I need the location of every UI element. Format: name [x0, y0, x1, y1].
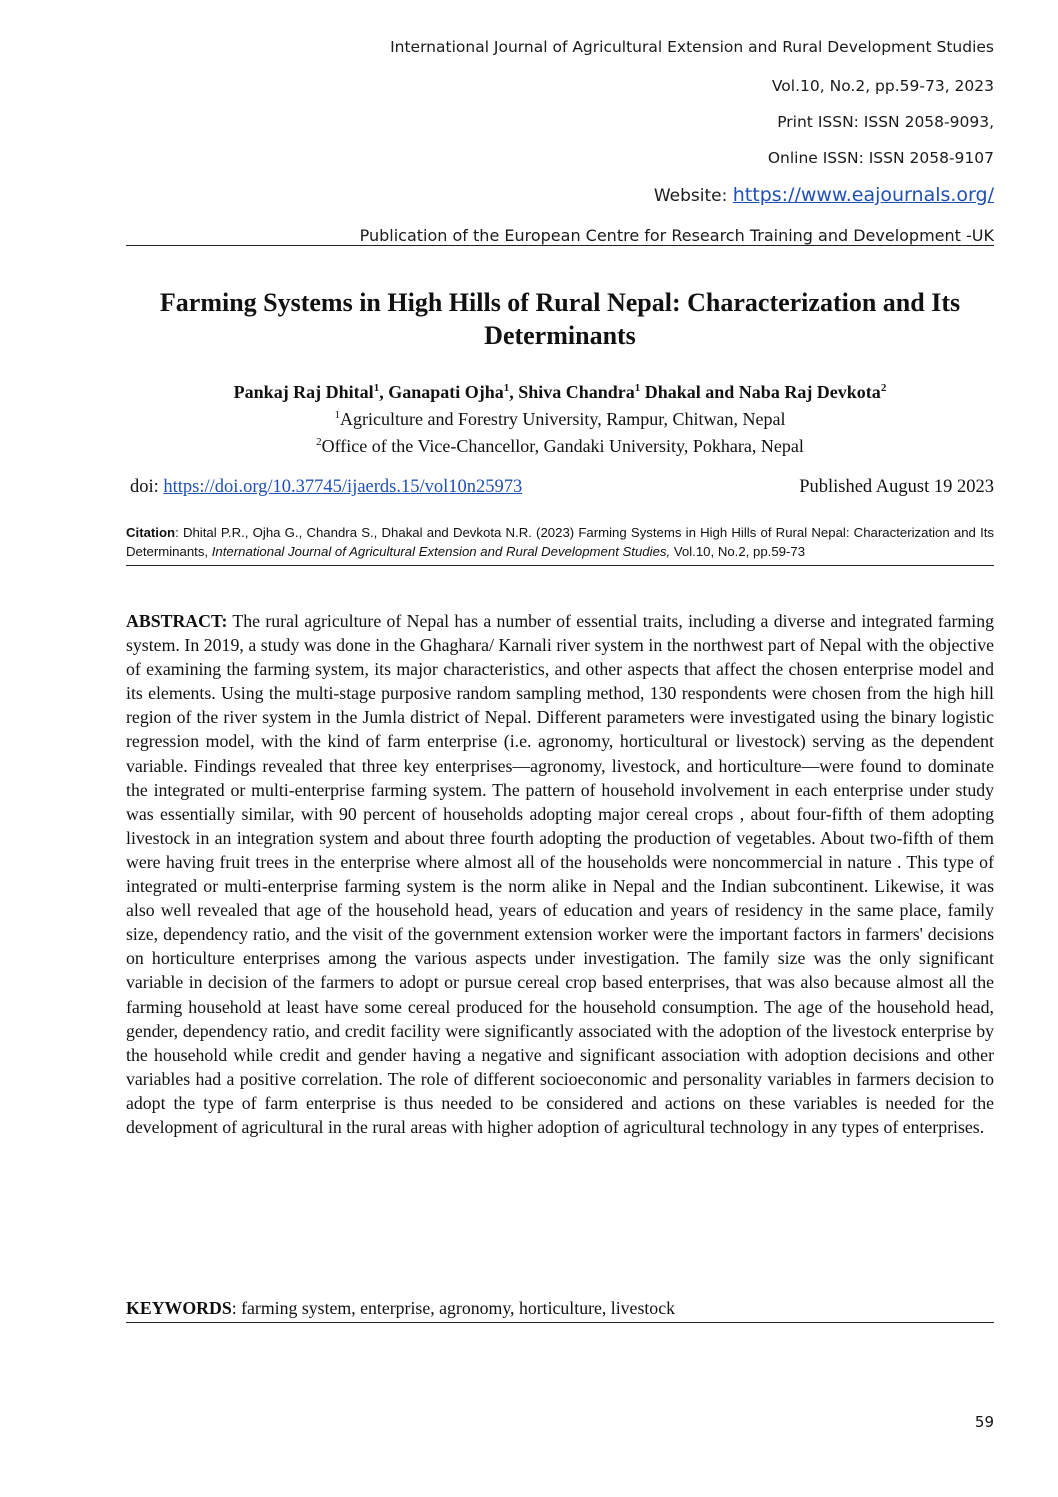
authors-block	[126, 377, 994, 458]
citation-volume: Vol.10, No.2, pp.59-73	[670, 543, 806, 559]
keywords-label: KEYWORDS	[126, 1298, 232, 1318]
author-names	[126, 377, 994, 404]
author-name: Dhakal and Naba Raj Devkota	[640, 382, 881, 402]
abstract-block	[126, 609, 994, 1139]
website-line	[654, 184, 994, 206]
online-issn: Online ISSN: ISSN 2058-9107	[767, 149, 994, 167]
keywords-block	[126, 1298, 994, 1323]
affiliation-marker: 2	[316, 436, 322, 448]
keywords-text: : farming system, enterprise, agronomy, horticulture, livestock	[231, 1298, 675, 1318]
website-link[interactable]: https://www.eajournals.org/	[732, 184, 994, 206]
affiliation-marker: 1	[373, 382, 380, 394]
affiliation-marker: 1	[334, 409, 340, 421]
doi-link[interactable]: https://doi.org/10.37745/ijaerds.15/vol10n25973	[163, 477, 523, 497]
citation-journal: International Journal of Agricultural Extension and Rural Development Studies,	[211, 543, 671, 559]
doi-label: doi:	[130, 477, 159, 497]
website-label: Website:	[653, 186, 728, 206]
author-name: Ganapati Ojha	[388, 382, 504, 402]
abstract-label: ABSTRACT:	[126, 611, 228, 631]
citation-text: : Dhital P.R., Ojha G., Chandra S., Dhakal and Devkota N.R. (2023) Farming Systems in High Hills of Rural Nepal: Characterization and Its Determinants,	[126, 525, 994, 559]
header-rule	[126, 245, 994, 246]
citation-block	[126, 524, 994, 566]
article-title: Farming Systems in High Hills of Rural Nepal: Characterization and Its Determinants	[159, 288, 961, 350]
author-separator: ,	[509, 382, 519, 402]
abstract-text: The rural agriculture of Nepal has a number of essential traits, including a diverse and integrated farming system. In 2019, a study was done in the Ghaghara/ Karnali river system in the northwest part of Nepal with the objective of examining the farming system, its major characteristics, and other aspects that affect the chosen enterprise model and its elements. Using the multi-stage purposive random sampling method, 130 respondents were chosen from the high hill region of the river system in the Jumla district of Nepal. Different parameters were investigated using the binary logistic regression model, with the kind of farm enterprise (i.e. agronomy, horticultural or livestock) serving as the dependent variable. Findings revealed that three key enterprises—agronomy, livestock, and horticulture—were found to dominate the integrated or multi-enterprise farming system. The pattern of household involvement in each enterprise under study was essentially similar, with 90 percent of households adopting major cereal crops , about four-fifth of them adopting livestock in an integration system and about three fourth adopting the production of vegetables. About two-fifth of them were having fruit trees in the enterprise where almost all of the households were noncommercial in nature . This type of integrated or multi-enterprise farming system is the norm alike in Nepal and the Indian subcontinent. Likewise, it was also well revealed that age of the household head, years of education and years of residency in the same place, family size, dependency ratio, and the visit of the government extension worker were the important factors in farmers' decisions on horticulture enterprises among the various aspects under investigation. The family size was the only significant variable in decision of the farmers to adopt or pursue cereal crop based enterprises, that was also because almost all the farming household at least have some cereal produced for the household consumption. The age of the household head, gender, dependency ratio, and credit facility were significantly associated with the adoption of the livestock enterprise by the household while credit and gender having a negative and significant association with adoption decisions and other variables had a positive correlation. The role of different socioeconomic and personality variables in farmers decision to adopt the type of farm enterprise is thus needed to be considered and actions on these variables is needed for the development of agricultural in the rural areas with higher adoption of agricultural technology in any types of enterprises.	[126, 611, 994, 1137]
affiliation-text: Office of the Vice-Chancellor, Gandaki University, Pokhara, Nepal	[321, 436, 804, 456]
author-name: Pankaj Raj Dhital	[233, 382, 374, 402]
published-date: Published August 19 2023	[799, 477, 994, 497]
page-number: 59	[974, 1413, 994, 1431]
affiliation-1	[126, 404, 994, 431]
affiliation-marker: 1	[503, 382, 510, 394]
affiliation-marker: 1	[634, 382, 641, 394]
author-name: Shiva Chandra	[518, 382, 635, 402]
doi-line	[130, 477, 994, 498]
volume-info: Vol.10, No.2, pp.59-73, 2023	[771, 77, 994, 95]
author-separator: ,	[379, 382, 389, 402]
journal-name: International Journal of Agricultural Extension and Rural Development Studies	[390, 38, 994, 56]
citation-label: Citation	[126, 525, 176, 540]
affiliation-marker: 2	[880, 382, 887, 394]
affiliation-text: Agriculture and Forestry University, Rampur, Chitwan, Nepal	[339, 409, 786, 429]
print-issn: Print ISSN: ISSN 2058-9093,	[777, 113, 994, 131]
affiliation-2	[126, 431, 994, 458]
publisher-line: Publication of the European Centre for Research Training and Development -UK	[359, 226, 994, 245]
